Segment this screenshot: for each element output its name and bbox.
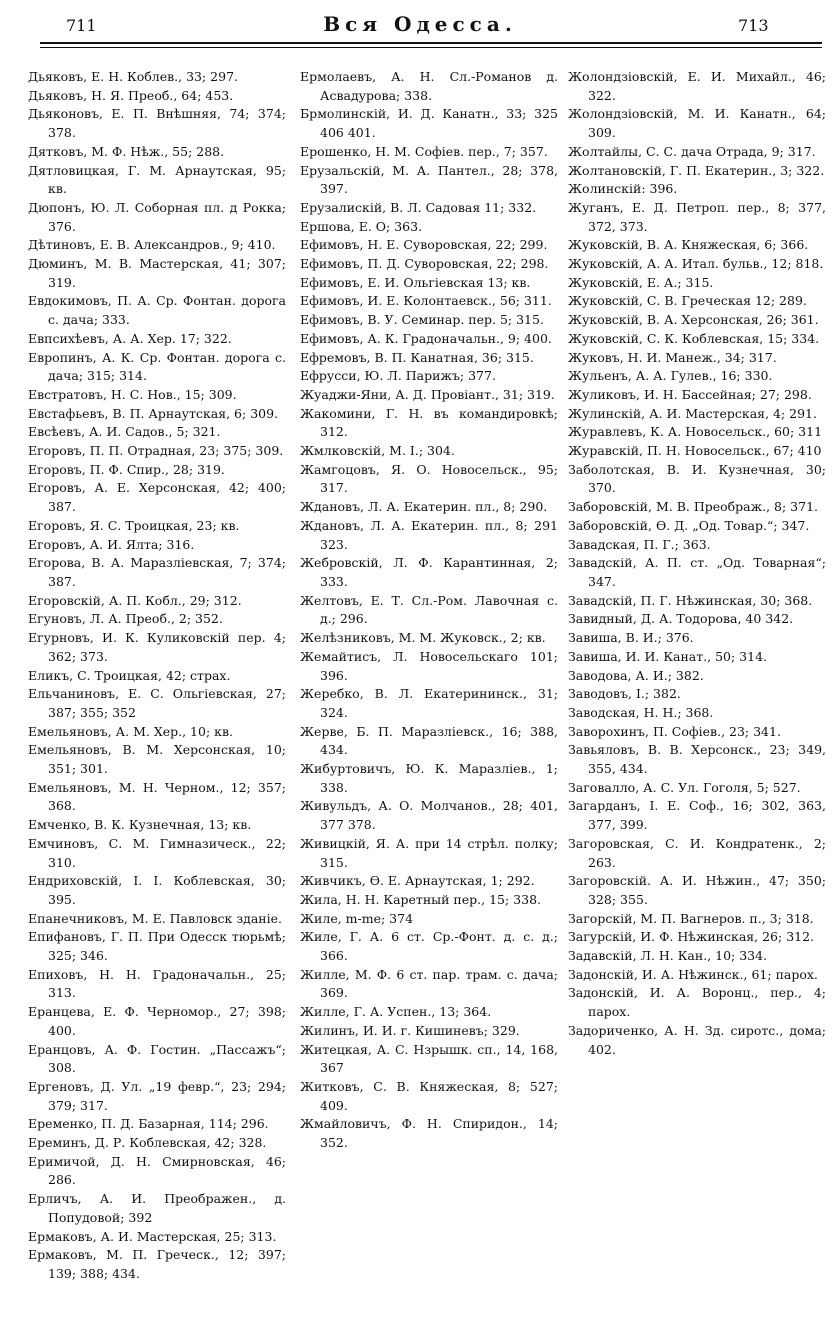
directory-entry: Завиша, И. И. Канат., 50; 314. [568,648,767,664]
directory-entry: Егоровскій, А. П. Кобл., 29; 312. [28,592,242,608]
directory-entry: Жуковскій, А. А. Итал. бульв., 12; 818. [568,256,824,272]
directory-entry: Жебровскій, Л. Ф. Карантинная, 2; 333. [300,555,558,589]
directory-entry: Заборовскій, Ѳ. Д. „Од. Товар.“; 347. [568,517,810,533]
directory-entry: Епанечниковъ, М. Е. Павловск зданіе. [28,910,283,926]
directory-entry: Ефимовъ, Е. И. Ольгіевская 13; кв. [300,274,531,290]
directory-entry: Живчикъ, Ѳ. Е. Арнаутская, 1; 292. [300,873,535,889]
directory-entry: Заводская, Н. Н.; 368. [568,704,714,720]
directory-entry: Заводова, А. И.; 382. [568,667,704,683]
directory-entry: Ендриховскій, І. І. Коблевская, 30; 395. [28,873,286,907]
directory-entry: Жуаджи-Яни, А. Д. Провіант., 31; 319. [300,386,555,402]
directory-entry: Ершова, Е. О; 363. [300,218,423,234]
directory-entry: Задавскій, Л. Н. Кан., 10; 334. [568,948,768,964]
directory-entry: Егорова, В. А. Маразліевская, 7; 374; 387. [28,555,286,589]
directory-entry: Ефимовъ, А. К. Градоначальн., 9; 400. [300,330,552,346]
directory-entry: Жиле, Г. А. 6 ст. Ср.-Фонт. д. с. д.; 366. [300,929,558,964]
directory-entry: Жолондзіовскій, Е. И. Михайл., 46; 322. [568,69,826,103]
directory-entry: Жилинъ, И. И. г. Кишиневъ; 329. [300,1022,520,1038]
column-right [568,68,826,1059]
page-number-right: 713 [738,16,769,35]
page-header [0,14,840,40]
directory-entry: Ергеновъ, Д. Ул. „19 февр.“, 23; 294; 379; 317. [28,1078,286,1113]
directory-entry: Ереминъ, Д. Р. Коблевская, 42; 328. [28,1135,267,1151]
directory-entry: Дюминъ, М. В. Мастерская, 41; 307; 319. [28,256,286,290]
directory-entry: Жилле, М. Ф. 6 ст. пар. трам. с. дача; 369. [300,966,558,1001]
directory-entry: Ефрусси, Ю. Л. Парижъ; 377. [300,368,496,384]
directory-entry: Заворохинъ, П. Софіев., 23; 341. [568,723,781,739]
page-title: Вся Одесса. [323,12,517,36]
directory-entry: Жуковскій, С. В. Греческая 12; 289. [568,293,807,309]
directory-entry: Загорскій, М. П. Вагнеров. п., 3; 318. [568,910,814,926]
directory-entry: Дьяковъ, Н. Я. Преоб., 64; 453. [28,87,234,103]
directory-entry: Емельяновъ, В. М. Херсонская, 10; 351; 301. [28,742,286,777]
directory-entry: Дятковъ, М. Ф. Нѣж., 55; 288. [28,143,225,159]
directory-entry: Жибуртовичъ, Ю. К. Маразліев., 1; 338. [300,761,558,795]
directory-entry: Евпсихѣевъ, А. А. Хер. 17; 322. [28,330,232,346]
directory-entry: Завадскій, А. П. ст. „Од. Товарная“; 347. [568,555,826,589]
directory-entry: Жуковскій, С. К. Коблевская, 15; 334. [568,330,820,346]
directory-entry: Емченко, В. К. Кузнечная, 13; кв. [28,817,252,833]
directory-entry: Жеребко, В. Л. Екатерининск., 31; 324. [300,686,558,720]
directory-entry: Егоровъ, А. Е. Херсонская, 42; 400; 387. [28,480,286,515]
directory-entry: Жолондзіовскій, М. И. Канатн., 64; 309. [568,106,826,141]
column-middle [300,68,558,1153]
directory-entry: Еременко, П. Д. Базарная, 114; 296. [28,1116,269,1132]
column-left [28,68,286,1284]
directory-entry: Жерве, Б. П. Маразліевск., 16; 388, 434. [300,723,558,758]
directory-entry: Дьяконовъ, Е. П. Внѣшняя, 74; 374; 378. [28,106,286,141]
directory-entry: Жмайловичъ, Ф. Н. Спиридон., 14; 352. [300,1116,558,1151]
directory-entry: Живицкій, Я. А. при 14 стрѣл. полку; 315. [300,835,558,870]
directory-entry: Дятловицкая, Г. М. Арнаутская, 95; кв. [28,162,286,197]
directory-entry: Житецкая, А. С. Нзрышк. сп., 14, 168, 367 [300,1041,558,1076]
directory-entry: Заболотская, В. И. Кузнечная, 30; 370. [568,461,826,496]
directory-entry: Загарданъ, І. Е. Соф., 16; 302, 363, 377, 399. [568,798,826,833]
directory-entry: Жулинскій, А. И. Мастерская, 4; 291. [568,405,817,421]
directory-entry: Егуновъ, Л. А. Преоб., 2; 352. [28,611,223,627]
directory-entry: Задонскій, И. А. Воронц., пер., 4; парох. [568,985,826,1020]
directory-entry: Желѣзниковъ, М. М. Жуковск., 2; кв. [300,630,546,646]
directory-entry: Жамгоцовъ, Я. О. Новосельск., 95; 317. [300,461,558,496]
directory-entry: Жуковскій, В. А. Княжеская, 6; 366. [568,237,809,253]
header-rule-thick [40,42,822,44]
directory-entry: Житковъ, С. В. Княжеская, 8; 527; 409. [300,1078,558,1113]
directory-entry: Епиховъ, Н. Н. Градоначальн., 25; 313. [28,966,286,1001]
directory-entry: Загоровская, С. И. Кондратенк., 2; 263. [568,835,826,870]
directory-entry: Емельяновъ, М. Н. Черном., 12; 357; 368. [28,779,286,814]
directory-entry: Епифановъ, Г. П. При Одесск тюрьмѣ; 325; 346. [28,929,286,964]
directory-entry: Евстафьевъ, В. П. Арнаутская, 6; 309. [28,405,279,421]
directory-entry: Ерличъ, А. И. Преображен., д. Попудовой; 392 [28,1191,286,1225]
directory-entry: Завадскій, П. Г. Нѣжинская, 30; 368. [568,592,813,608]
directory-entry: Егоровъ, П. П. Отрадная, 23; 375; 309. [28,443,284,459]
directory-entry: Ермолаевъ, А. Н. Сл.-Романов д. Асвадурова; 338. [300,69,558,103]
directory-entry: Заборовскій, М. В. Преображ., 8; 371. [568,499,819,515]
directory-entry: Еранцовъ, А. Ф. Гостин. „Пассажъ“; 308. [28,1041,286,1076]
directory-entry: Желтовъ, Е. Т. Сл.-Ром. Лавочная с. д.; 296. [300,592,558,627]
directory-entry: Жолтайлы, С. С. дача Отрада, 9; 317. [568,143,816,159]
directory-entry: Журавскій, П. Н. Новосельск., 67; 410 [568,443,822,459]
directory-entry: Жуковъ, Н. И. Манеж., 34; 317. [568,349,777,365]
directory-entry: Ермаковъ, А. И. Мастерская, 25; 313. [28,1228,277,1244]
directory-entry: Евдокимовъ, П. А. Ср. Фонтан. дорога с. дача; 333. [28,293,286,328]
directory-entry: Жуковскій, В. А. Херсонская, 26; 361. [568,312,819,328]
directory-entry: Еликъ, С. Троицкая, 42; страх. [28,667,231,683]
directory-entry: Жолинскій: 396. [568,181,678,197]
directory-entry: Ефремовъ, В. П. Канатная, 36; 315. [300,349,534,365]
directory-entry: Ждановъ, Л. А. Екатерин. пл., 8; 290. [300,499,548,515]
directory-entry: Дюпонъ, Ю. Л. Соборная пл. д Рокка; 376. [28,199,286,234]
directory-entry: Ельчаниновъ, Е. С. Ольгіевская, 27; 387; 355; 352 [28,686,286,720]
directory-entry: Егоровъ, А. И. Ялта; 316. [28,536,195,552]
directory-entry: Жуликовъ, И. Н. Бассейная; 27; 298. [568,386,812,402]
directory-entry: Задонскій, И. А. Нѣжинск., 61; парох. [568,966,818,982]
directory-entry: Емельяновъ, А. М. Хер., 10; кв. [28,723,233,739]
directory-entry: Еранцева, Е. Ф. Черномор., 27; 398; 400. [28,1004,286,1038]
directory-entry: Ефимовъ, П. Д. Суворовская, 22; 298. [300,256,549,272]
directory-entry: Ерошенко, Н. М. Софіев. пер., 7; 357. [300,143,548,159]
directory-entry: Жуковскій, Е. А.; 315. [568,274,714,290]
directory-entry: Жмлковскій, М. І.; 304. [300,443,455,459]
directory-entry: Жиле, m-me; 374 [300,910,414,926]
directory-entry: Завадская, П. Г.; 363. [568,536,711,552]
directory-entry: Загурскій, И. Ф. Нѣжинская, 26; 312. [568,929,815,945]
directory-entry: Загоровскій. А. И. Нѣжин., 47; 350; 328; 355. [568,873,826,907]
directory-entry: Егурновъ, И. К. Куликовскій пер. 4; 362; 373. [28,630,286,664]
directory-entry: Егоровъ, П. Ф. Спир., 28; 319. [28,461,225,477]
directory-entry: Завьяловъ, В. В. Херсонск., 23; 349, 355, 434. [568,742,826,777]
directory-entry: Журавлевъ, К. А. Новосельск., 60; 311 [568,424,823,440]
directory-entry: Ефимовъ, В. У. Семинар. пер. 5; 315. [300,312,544,328]
directory-entry: Жакомини, Г. Н. въ командировкѣ; 312. [300,405,558,440]
directory-entry: Ерузальскій, М. А. Пантел., 28; 378, 397. [300,162,558,197]
directory-entry: Заводовъ, І.; 382. [568,686,681,702]
directory-entry: Жемайтисъ, Л. Новосельскаго 101; 396. [300,648,558,683]
directory-entry: Ермаковъ, М. П. Греческ., 12; 397; 139; 388; 434. [28,1247,286,1281]
directory-entry: Жуганъ, Е. Д. Петроп. пер., 8; 377, 372, 373. [568,199,826,234]
directory-entry: Емчиновъ, С. М. Гимназическ., 22; 310. [28,835,286,870]
directory-entry: Еримичой, Д. Н. Смирновская, 46; 286. [28,1153,286,1188]
directory-entry: Живульдъ, А. О. Молчанов., 28; 401, 377 378. [300,798,558,833]
directory-entry: Европинъ, А. К. Ср. Фонтан. дорога с. дача; 315; 314. [28,349,286,384]
directory-entry: Жульенъ, А. А. Гулев., 16; 330. [568,368,773,384]
directory-entry: Дьяковъ, Е. Н. Коблев., 33; 297. [28,69,238,84]
directory-entry: Ерузалискій, В. Л. Садовая 11; 332. [300,199,537,215]
directory-entry: Дѣтиновъ, Е. В. Александров., 9; 410. [28,237,276,253]
directory-entry: Жолтановскій, Г. П. Екатерин., 3; 322. [568,162,825,178]
header-rule-thin [40,47,822,48]
directory-entry: Брмолинскій, И. Д. Канатн., 33; 325 406 401. [300,106,558,141]
directory-entry: Ефимовъ, И. Е. Колонтаевск., 56; 311. [300,293,552,309]
directory-entry: Завидный, Д. А. Тодорова, 40 342. [568,611,794,627]
page-number-left: 711 [66,16,97,35]
directory-entry: Завиша, В. И.; 376. [568,630,694,646]
directory-entry: Евстратовъ, Н. С. Нов., 15; 309. [28,386,237,402]
directory-entry: Жила, Н. Н. Каретный пер., 15; 338. [300,891,542,907]
directory-entry: Евсѣевъ, А. И. Садов., 5; 321. [28,424,221,440]
directory-entry: Ждановъ, Л. А. Екатерин. пл., 8; 291 323. [300,517,558,552]
directory-entry: Егоровъ, Я. С. Троицкая, 23; кв. [28,517,240,533]
directory-entry: Заговалло, А. С. Ул. Гоголя, 5; 527. [568,779,801,795]
directory-entry: Ефимовъ, Н. Е. Суворовская, 22; 299. [300,237,548,253]
directory-entry: Задориченко, А. Н. Зд. сиротс., дома; 402. [568,1022,826,1057]
directory-entry: Жилле, Г. А. Успен., 13; 364. [300,1004,492,1020]
